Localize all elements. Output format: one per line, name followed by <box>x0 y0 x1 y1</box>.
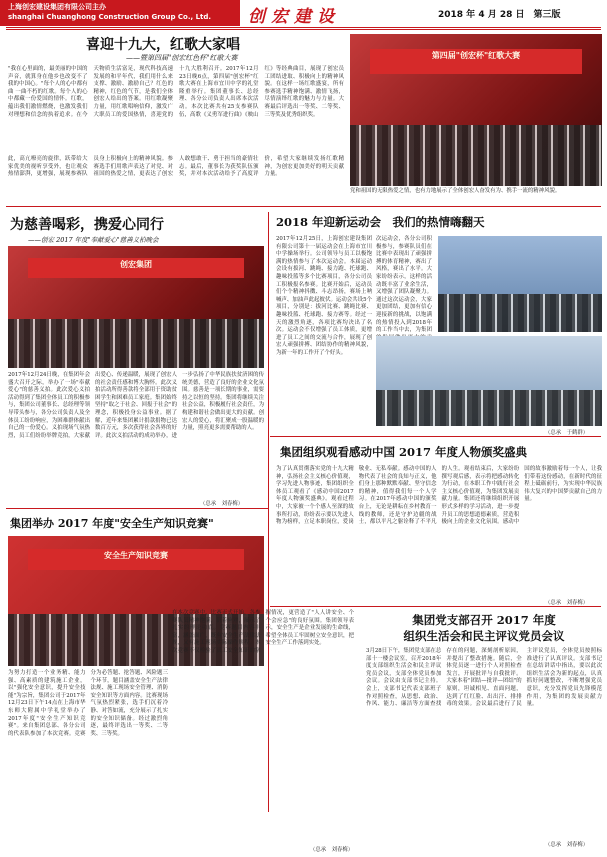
section-divider-1 <box>6 206 601 207</box>
charity-photo-people <box>8 319 264 368</box>
article-touching-china-title: 集团组织观看感动中国 2017 年度人物颁奖盛典 <box>280 445 528 459</box>
article-party-meeting-body: 3月28日下午，集团党支部在总部十一楼会议室，召开2018年度支部组织生活会和民主评议党员会议，支部全体党员参加会议。会议由支部书记主持。会上，支部书记代表支部班子作对照检查，从思想、政治、作风、能力、廉洁等方面查找存在的问题，深刻剖析原因，并提出了整改措施。随后，全体党员逐一进行个人对照检查发言，开展批评与自我批评。大家本着"团结—批评—团结"的原则，坦诚相见、直面问题，达到了红红脸、出出汗、排排毒的效果。会议最后进行了民主评议党员，全体党员按照标准进行了认真评议。支部书记在总结讲话中指出，要以此次组织生活会为新的起点，认真抓好问题整改，不断增强党员意识，充分发挥党员先锋模范作用，为集团的发展贡献力量。 <box>366 648 602 708</box>
article-safety-quiz-signature: （总承 刘春梅） <box>310 847 354 853</box>
article-charity-body: 2017年12月24日晚，在集团年会盛大召开之际，举办了一场"奉献爱心"的慈善义拍。此次爱心义拍活动得到了集团全体员工的积极参与，集团公司董事长、总经理等领导带头参与，各分公司负责人及全体员工纷纷响应，为困难群体献出自己的一份爱心。义拍现场气氛热烈，员工们纷纷举牌竞拍，大家献出爱心、传递温暖，展现了创宏人的社会责任感和博大胸怀。此次义拍活动所得善款将全部用于资助贫困学生和困难员工家庭。集团始终坚持"取之于社会、回报于社会"的理念，积极投身公益事业。据了解，近年来集团累计捐款捐物已达数百万元，多次获得社会各界的好评。此次义拍活动的成功举办，进一步弘扬了中华民族扶贫济困的传统美德，营造了良好的企业文化氛围。慈善是一项长期的事业，需要持之以恒的坚持。集团将继续关注社会公益，积极履行社会责任，为构建和谐社会做出更大的贡献。创宏人的爱心，将汇聚成一股温暖的力量，照亮更多需要帮助的人。 <box>8 372 264 439</box>
article-safety-quiz-title: 集团举办 2017 年度"安全生产知识竞赛" <box>10 517 214 530</box>
sports-photo-2-people <box>376 390 602 426</box>
red-song-stage-photo <box>350 34 602 186</box>
section-divider-4 <box>270 606 601 607</box>
section-divider-2 <box>270 436 601 437</box>
photo-performers <box>350 125 602 186</box>
article-sports-body-2: 次运动会，各分公司积极参与，参赛队员们在比赛中表现出了顽强拼搏的体育精神，赛出了风格，赛出了水平。大家纷纷表示，这样的活动既丰富了业余生活，又增强了团队凝聚力。通过这次运动会，大家更加团结，更加有信心迎接新的挑战，以饱满的热情投入到2018年的工作当中去，为集团 <box>376 236 432 334</box>
section-divider-3 <box>6 508 268 509</box>
charity-auction-photo <box>8 246 264 368</box>
safety-quiz-banner: 安全生产知识竞赛 <box>28 549 243 570</box>
article-charity-signature: （总承 刘春梅） <box>200 501 244 507</box>
photo-stage-banner: 第四届"创宏杯"红歌大赛 <box>370 49 582 73</box>
red-song-photo-caption: 党和祖国的无限热爱之情，也有力地展示了全体创宏人奋发有为、携手一流的精神风貌。 <box>350 188 561 194</box>
issue-date-page: 2018 年 4 月 28 日 第三版 <box>438 10 561 20</box>
article-sports-title: 2018 年迎新运动会 我们的热情嗨翻天 <box>276 215 485 229</box>
article-party-meeting-signature: （总承 刘春梅） <box>545 842 589 848</box>
sports-photo-1-people <box>438 294 602 332</box>
article-charity-title: 为慈善喝彩，携爱心同行 <box>10 217 164 233</box>
header-rule-2 <box>6 29 601 30</box>
article-sports-body: 2017年12月25日，上海创宏建设集团有限公司第十一届运动会在上海市宜川中学操场举行。公司领导与员工以极饱满的热情参与了本次运动会。本届运动会设有拔河、跳绳、接力跑、托球跑、趣味投篮等多个比赛项目，各分公司员工积极报名参赛。比赛开始后，运动员们个个精神抖擞、斗志昂扬，赛场上呐喊声、加油声此起彼伏。运动会共设5个项目，分别是：拔河比赛、跳绳比赛、趣味投篮、托球跑、接力赛等。经过一天的激烈角逐，各项比赛均决出了名次。运动会不仅增强了员工体质，更增进了员工之间的交流与合作，展现了创宏人顽强拼搏、团结协作的精神风貌，为新一年的工作开了个好头。 <box>276 236 372 356</box>
newspaper-masthead: 创宏建设 <box>248 7 340 27</box>
header-rule <box>6 27 601 28</box>
sports-photo-1 <box>438 236 602 332</box>
article-red-song-body: "我在心里面的，最美丽的中国的声音，就算身在他乡也改变不了我的中国心。"每个人的心中都有曲 一曲不朽的红歌。每个人的心中都藏一份爱国的情怀。红歌，蕴出我们激情燃烧，也激发我们对理想和信念的执着追求。在今天物质生活富足，现代科技高速发展的和平年代，我们用什么来支撑、激励、激励自己？红色的精神，红色的气节，是我们全体创宏人给出的答案。用红歌凝聚力量，用红歌唱响信仰，激发广大职员工的爱国热情，喜迎党的十九大胜利召开。2017年12月23日晚6点，第四届"创宏杯"红歌大赛在上海市宜川中学的礼堂隆重举行。集团董事长、总经理、各分公司负责人出席本次活动。本次比赛共有25支参赛队伍，高歌《义勇军进行曲》《映山红》等经典曲目，展现了创宏员工团结进取、积极向上的精神风貌。在这样一场红歌盛宴，所有参赛选手精神饱满、激情飞扬，尽情演绎红歌的魅力与力量。大赛最后评选出一等奖、二等奖、三等奖及优秀组织奖。 <box>8 66 344 118</box>
article-sports-signature: （总承 于鹤群） <box>545 430 589 436</box>
organizer-name-cn: 上海创宏建设集团有限公司主办 <box>8 3 106 11</box>
sports-photo-2 <box>376 336 602 426</box>
organizer-name-en: shanghai Chuanghong Construction Group Co., Ltd. <box>8 13 212 21</box>
article-safety-quiz-body: 为努力打造一个业务精、能力强、高素质的建筑施工企业，以"强化安全意识，提升安全技能"为宗旨，集团公司于2017年12月23日下午14点在上海市华东师大附属中学礼堂举办了2017年度"安全生产知识竞赛"。来自集团总部、各分公司的代表队参加了本次竞赛。竞赛分为必答题、抢答题、风险题三个环节，题目涵盖安全生产法律法规、施工现场安全管理、消防安全知识等方面内容。比赛现场气氛热烈紧张，选手们沉着冷静、对答如流，充分展示了扎实的安全知识储备。经过激烈角逐，最终评选出一等奖、二等奖、三等奖。 <box>8 670 168 737</box>
article-party-meeting-title: 集团党支部召开 2017 年度 组织生活会和民主评议党员会议 <box>403 613 565 643</box>
article-red-song-subtitle: ——暨第四届"创宏红色杯"红歌大赛 <box>126 54 238 62</box>
article-touching-china-signature: （总承 刘春梅） <box>545 600 589 606</box>
article-red-song-title: 喜迎十九大，红歌大家唱 <box>86 37 240 53</box>
article-touching-china-body: 为了认真贯彻落实党的十九大精神，弘扬社会主义核心价值观，学习先进人物事迹，集团组织全体员工观看了《感动中国2017年度人物颁奖盛典》。观看过程中，大家被一个个感人至深的故事所打动，纷纷表示要以先进人物为榜样，立足本职岗位，爱岗敬业、无私奉献。感动中国的人物代表了社会的良知与正义，他们身上那种默默奉献、坚守信念的精神，值得我们每一个人学习。在2017年感动中国的颁奖台上，无论是耕耘在乡村教育一线的教师，还是守护边疆的战士，都以平凡之躯诠释了不平凡的人生。观看结束后，大家纷纷撰写观后感，表示将把感动转化为行动，在本职工作中践行社会主义核心价值观，为集团发展贡献力量。集团还将继续组织开展形式多样的学习活动，进一步提升员工的思想道德素质，营造积极向上的企业文化氛围。感动中国的故事激励着每一个人，让我们带着这份感动，在新时代的征程上砥砺前行，为实现中华民族伟大复兴的中国梦贡献自己的力量。 <box>276 466 602 526</box>
charity-photo-banner: 创宏集团 <box>28 258 243 278</box>
article-red-song-body-2: 此，高亢嘹亮的旋律，跃带给大家优美的视听享受外，也让观众热情澎湃，更增强，展现参赛队员身上积极向上的精神风貌。参赛选手们用歌声表达了对党、对祖国的热爱之情，更表达了创宏人敢想敢干、勇于担当的豪情壮志。最后，董事长为获奖队伍颁奖，并对本次活动给予了高度评价，希望大家继续发扬红歌精神，为创宏更加美好的明天贡献力量。 <box>8 156 344 178</box>
header-organizer-block <box>0 0 240 26</box>
article-safety-quiz-body-2: 在本次竞赛中，比赛正式开始，各参赛队员精神饱满，沉着应对，展示了扎实的理论功底。竞赛题目内容丰富，涵盖面广，既有安全生产法律法规，又有施工现场实际操作规程。本次竞赛不仅检验了员工安全知识的掌握情况，更营造了"人人讲安全、个个会应急"的良好氛围。集团领导表示，安全生产是企业发展的生命线，希望全体员工牢固树立安全意识，把安全生产工作落到实处。 <box>172 610 354 654</box>
article-charity-subtitle: ——创宏 2017 年度"奉献爱心"慈善义拍晚会 <box>28 236 159 244</box>
